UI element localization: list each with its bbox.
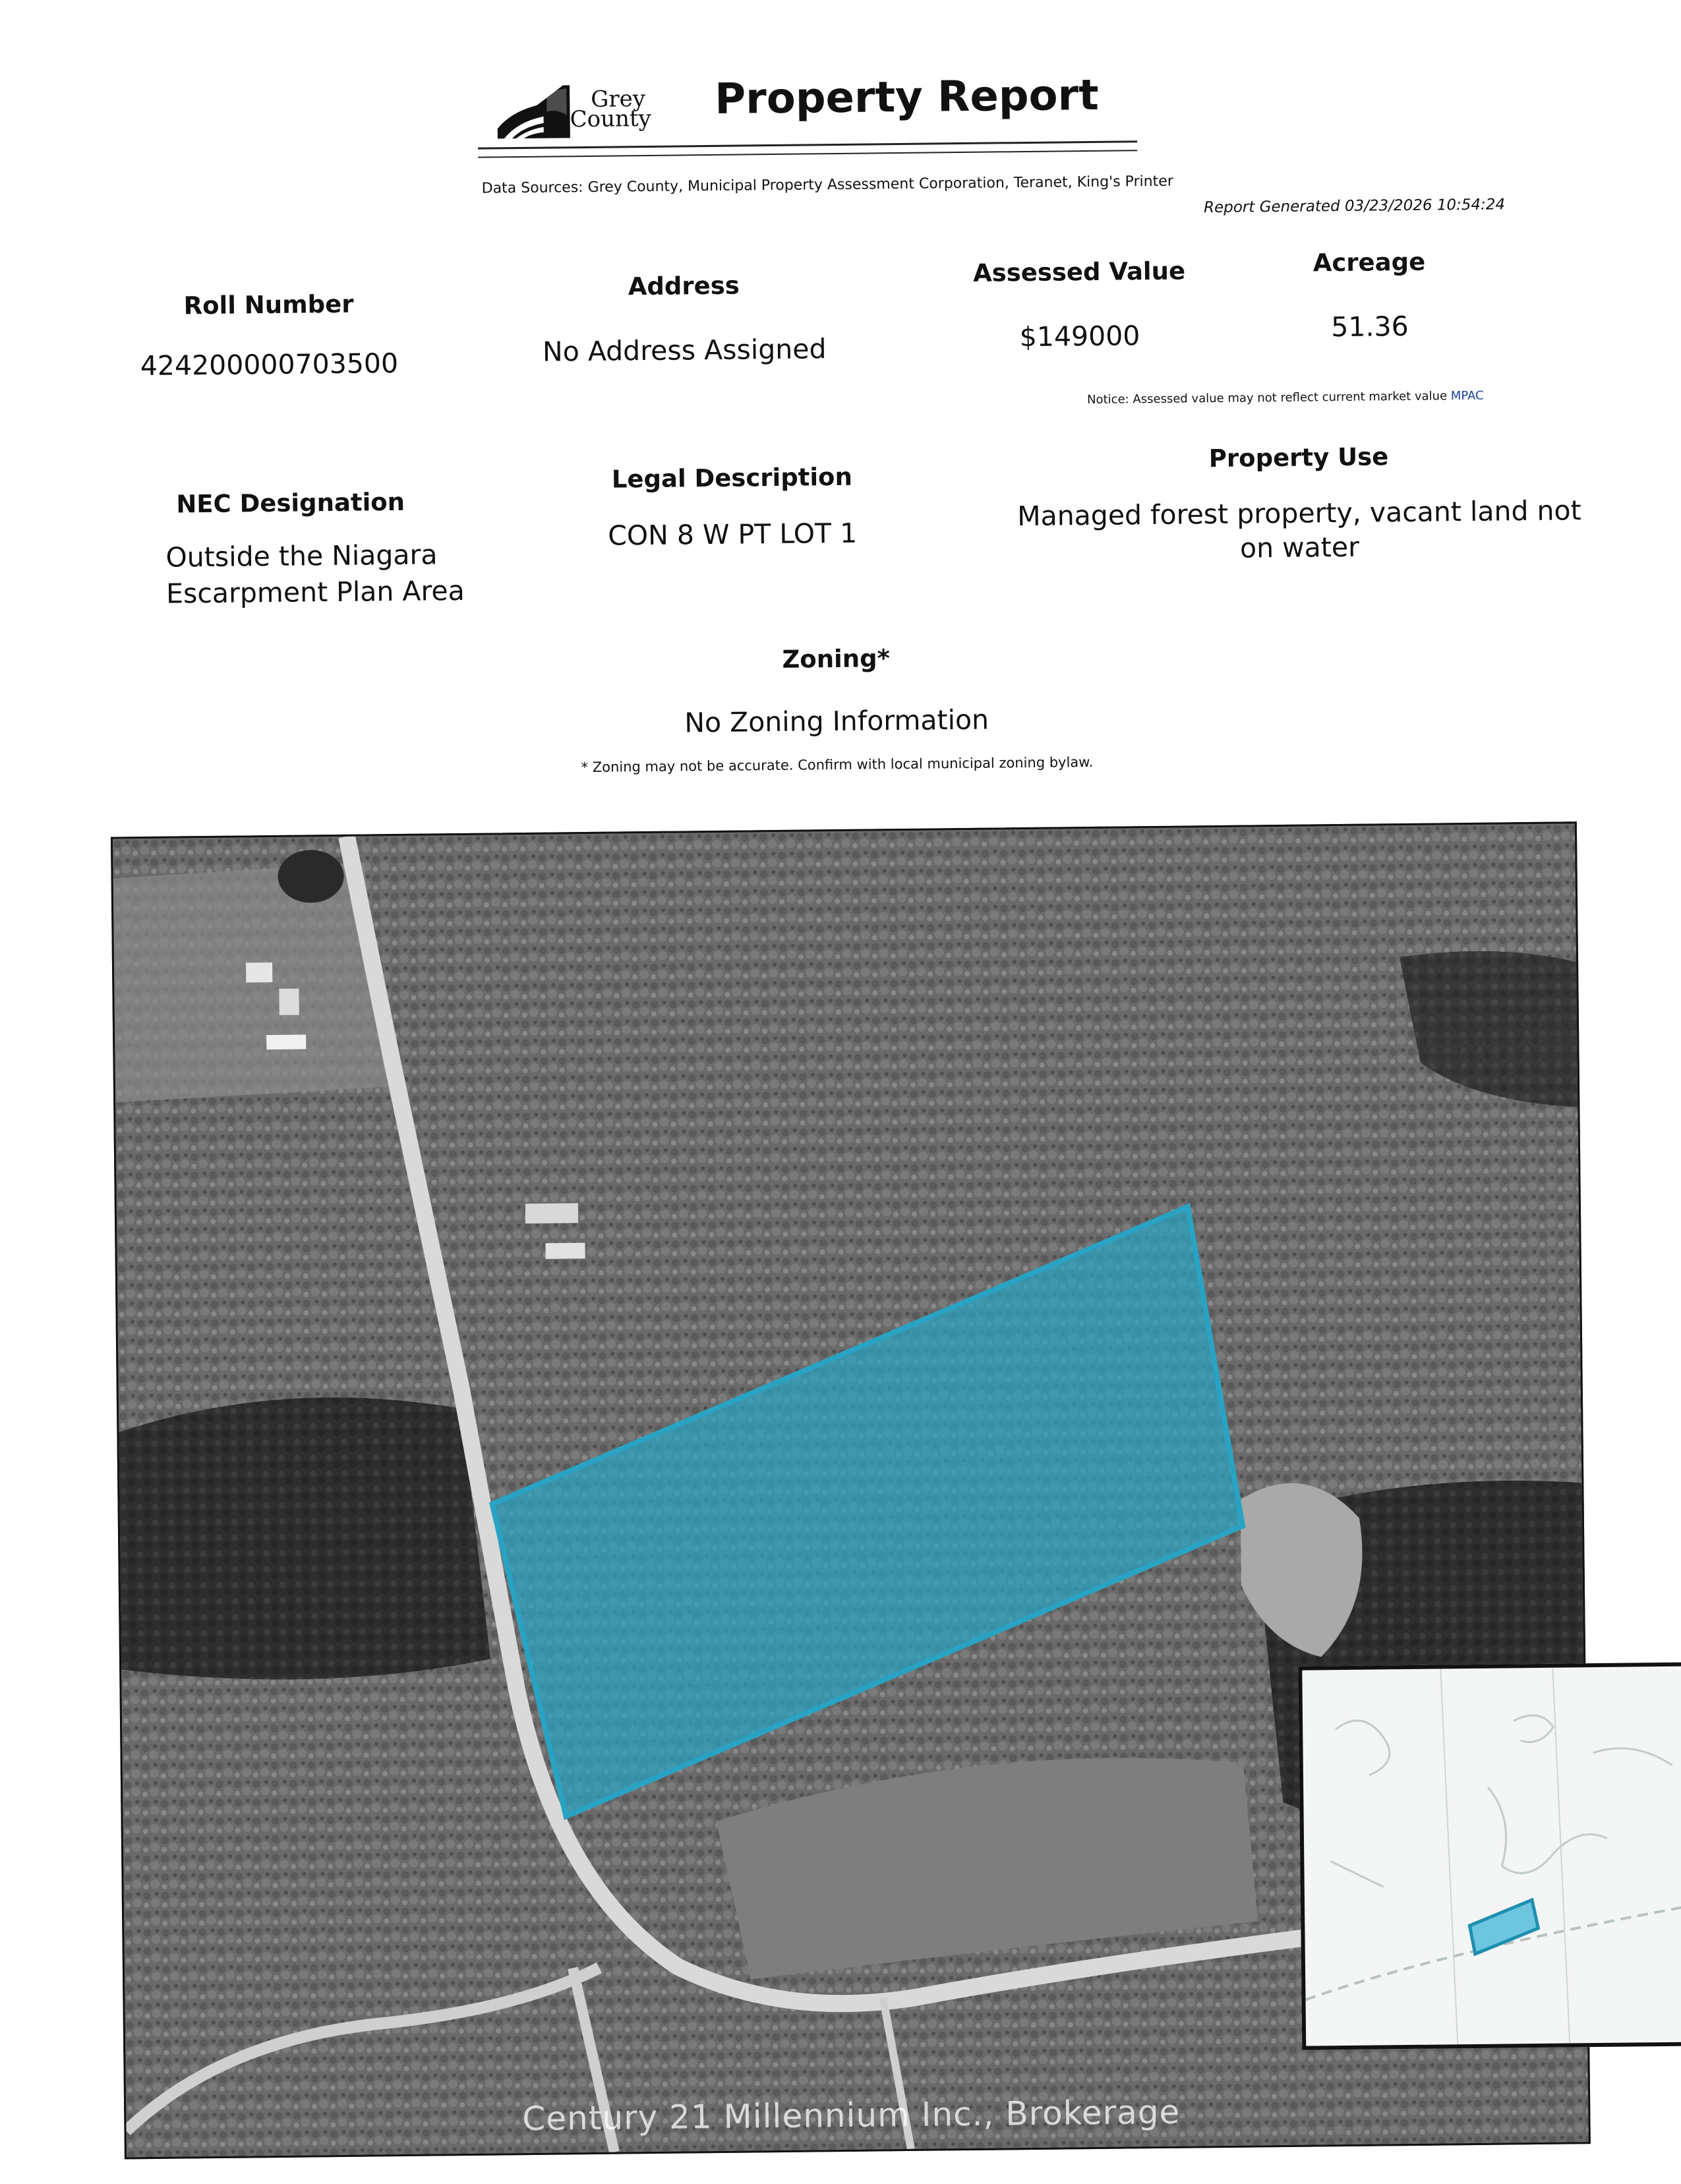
zoning-value: No Zoning Information (684, 703, 989, 739)
legal-description-label: Legal Description (611, 462, 853, 494)
nec-designation-label: NEC Designation (176, 487, 405, 519)
property-use-line-1: Managed forest property, vacant land not (1017, 494, 1581, 533)
acreage-value: 51.36 (1331, 310, 1409, 343)
zoning-label: Zoning* (782, 644, 891, 674)
address-label: Address (628, 271, 740, 301)
nec-designation-value (165, 537, 465, 612)
header-rule-bottom (478, 150, 1137, 158)
inset-map-image (1302, 1666, 1681, 2046)
assessed-value: $149000 (1019, 320, 1140, 353)
address-value: No Address Assigned (542, 333, 827, 368)
assessed-value-label: Assessed Value (972, 256, 1186, 287)
inset-parcel-marker (1469, 1900, 1539, 1954)
mpac-link[interactable]: MPAC (1450, 388, 1484, 403)
property-use-line-2: on water (1239, 531, 1360, 564)
logo-text-grey: Grey (591, 86, 646, 113)
zoning-note: * Zoning may not be accurate. Confirm with local municipal zoning bylaw. (581, 753, 1094, 776)
notice-text: Notice: Assessed value may not reflect current market value (1086, 389, 1448, 407)
nec-line-2: Escarpment Plan Area (165, 574, 465, 610)
grey-county-logo (490, 74, 676, 149)
nec-line-1: Outside the Niagara (165, 539, 438, 574)
property-use-label: Property Use (1208, 442, 1389, 473)
property-use-value (996, 493, 1603, 568)
logo-text-county: County (570, 105, 651, 133)
inset-locator-map (1298, 1662, 1681, 2050)
report-title: Property Report (714, 71, 1100, 124)
roll-number-value: 424200000703500 (140, 347, 399, 382)
roll-number-label: Roll Number (183, 289, 354, 320)
acreage-label: Acreage (1312, 247, 1426, 278)
data-sources: Data Sources: Grey County, Municipal Property Assessment Corporation, Teranet, King's Printer (481, 173, 1173, 197)
legal-description-value: CON 8 W PT LOT 1 (607, 517, 858, 552)
brokerage-watermark: Century 21 Millennium Inc., Brokerage (522, 2092, 1181, 2139)
report-generated: Report Generated 03/23/2026 10:54:24 (1203, 196, 1506, 217)
assessment-notice (1087, 389, 1484, 407)
